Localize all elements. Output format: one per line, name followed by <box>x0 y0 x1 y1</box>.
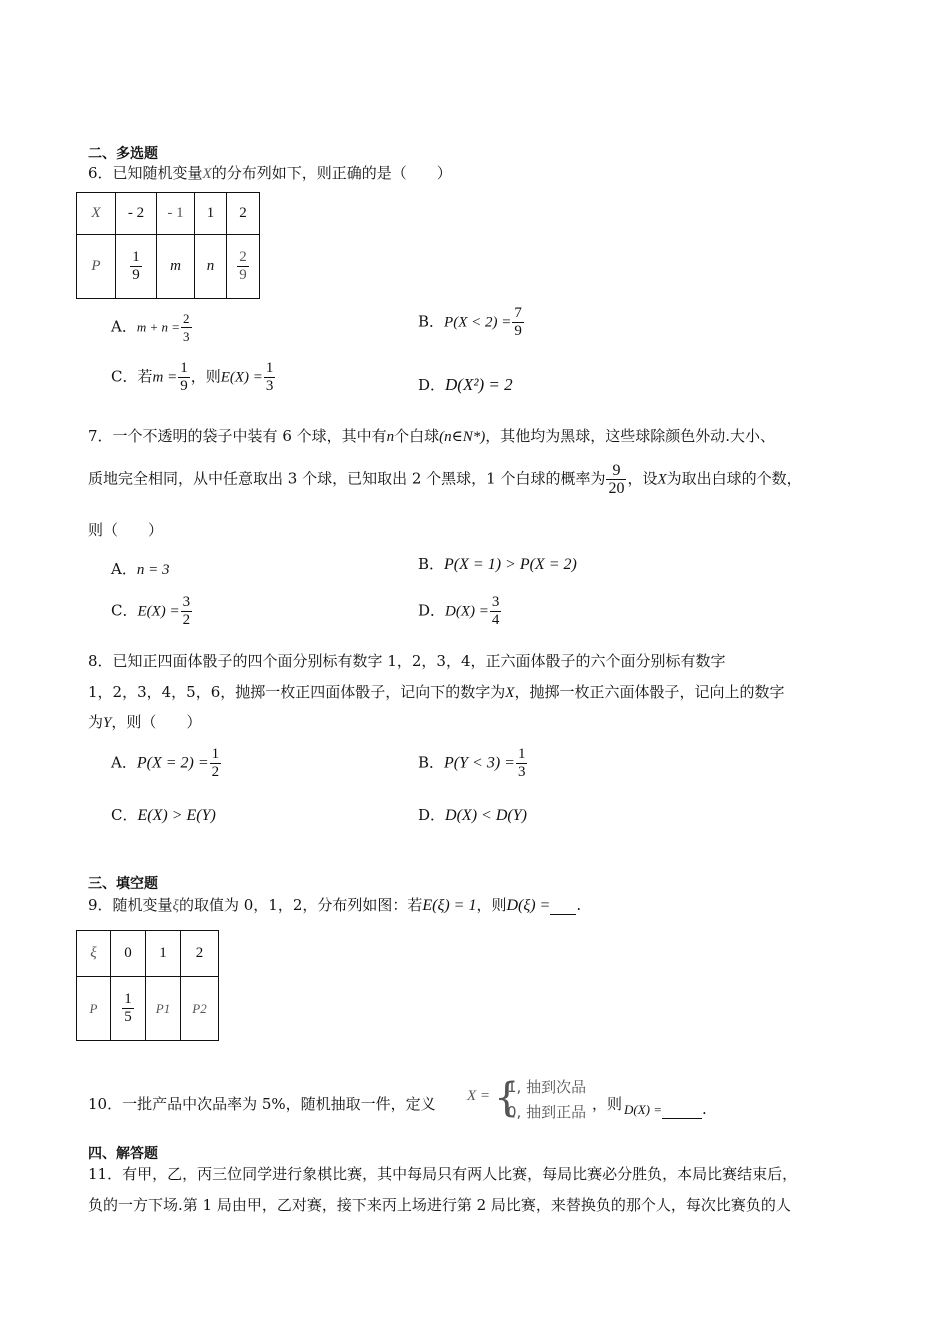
q11-line-2: 负的一方下场.第 1 局由甲，乙对赛，接下来丙上场进行第 2 局比赛，来替换负的那个人，每次比赛负的人 <box>88 1196 791 1214</box>
q7-option-a[interactable]: A．n = 3 <box>111 560 170 578</box>
q10-stem-start: 10．一批产品中次品率为 5%，随机抽取一件，定义 <box>88 1095 436 1113</box>
q6-distribution-table <box>76 192 260 299</box>
q7-line-1: 7．一个不透明的袋子中装有 6 个球，其中有n个白球(n∈N*)，其他均为黑球，这些球除颜色外动.大小、 <box>88 427 776 445</box>
q8-option-d[interactable]: D．D(X) < D(Y) <box>418 806 527 824</box>
table-cell: P2 <box>181 977 219 1041</box>
table-cell: $\frac{2}{9}$ <box>227 235 260 299</box>
answer-blank[interactable] <box>550 896 576 915</box>
q9-distribution-table <box>76 930 219 1041</box>
table-cell: - 1 <box>157 193 195 235</box>
q8-line-2: 1，2，3，4，5，6，抛掷一枚正四面体骰子，记向下的数字为X，抛掷一枚正六面体骰子，记向上的数字 <box>88 683 785 701</box>
q10-stem-end: ，则 <box>592 1095 623 1113</box>
table-cell: X <box>77 193 116 235</box>
table-cell: 2 <box>227 193 260 235</box>
q8-line-3: 为Y，则（ ） <box>88 713 202 731</box>
q7-option-d[interactable]: D．D(X) = $\frac{3}{4}$ <box>418 594 500 628</box>
q6-stem: 6．已知随机变量X的分布列如下，则正确的是（ ） <box>88 164 452 182</box>
q10-answer: D(X) = . <box>624 1100 707 1118</box>
q11-line-1: 11．有甲，乙，丙三位同学进行象棋比赛，其中每局只有两人比赛，每局比赛必分胜负，本局比赛结束后， <box>88 1165 798 1183</box>
table-cell: P <box>77 235 116 299</box>
q7-line-3: 则（ ） <box>88 521 164 539</box>
table-cell: $\frac{1}{9}$ <box>116 235 157 299</box>
q6-option-c[interactable]: C．若m = $\frac{1}{9}$ ，则E(X) = $\frac{1}{3}$ <box>111 360 274 394</box>
table-cell: n <box>195 235 227 299</box>
q7-line-2: 质地完全相同，从中任意取出 3 个球，已知取出 2 个黑球，1 个白球的概率为 $\frac{9}{20}$ ，设X为取出白球的个数， <box>88 462 802 497</box>
q8-line-1: 8．已知正四面体骰子的四个面分别标有数字 1，2，3，4，正六面体骰子的六个面分别标有数字 <box>88 652 726 670</box>
table-cell: $\frac{1}{5}$ <box>111 977 146 1041</box>
q8-option-c[interactable]: C．E(X) > E(Y) <box>111 806 216 824</box>
table-cell: m <box>157 235 195 299</box>
section-title-fill-in: 三、填空题 <box>88 876 158 892</box>
table-cell: 0 <box>111 931 146 977</box>
section-title-multi-choice: 二、多选题 <box>88 146 158 162</box>
q7-option-c[interactable]: C．E(X) = $\frac{3}{2}$ <box>111 594 191 628</box>
table-cell: ξ <box>77 931 111 977</box>
q6-option-a[interactable]: A．m + n = $\frac{2}{3}$ <box>111 311 190 344</box>
q7-option-b[interactable]: B．P(X = 1) > P(X = 2) <box>418 555 577 573</box>
table-cell: 1 <box>146 931 181 977</box>
table-cell: - 2 <box>116 193 157 235</box>
q8-option-a[interactable]: A．P(X = 2) = $\frac{1}{2}$ <box>111 746 220 780</box>
table-cell: 1 <box>195 193 227 235</box>
table-cell: 2 <box>181 931 219 977</box>
answer-blank[interactable] <box>662 1100 702 1119</box>
table-cell: P1 <box>146 977 181 1041</box>
q6-option-d[interactable]: D．D(X²) = 2 <box>418 375 513 394</box>
section-title-solutions: 四、解答题 <box>88 1146 158 1162</box>
q8-option-b[interactable]: B．P(Y < 3) = $\frac{1}{3}$ <box>418 746 526 780</box>
q6-option-b[interactable]: B．P(X < 2) = $\frac{7}{9}$ <box>418 305 522 339</box>
q9-stem: 9．随机变量ξ的取值为 0，1，2，分布列如图：若E(ξ) = 1，则D(ξ) = . <box>88 896 582 914</box>
table-cell: P <box>77 977 111 1041</box>
